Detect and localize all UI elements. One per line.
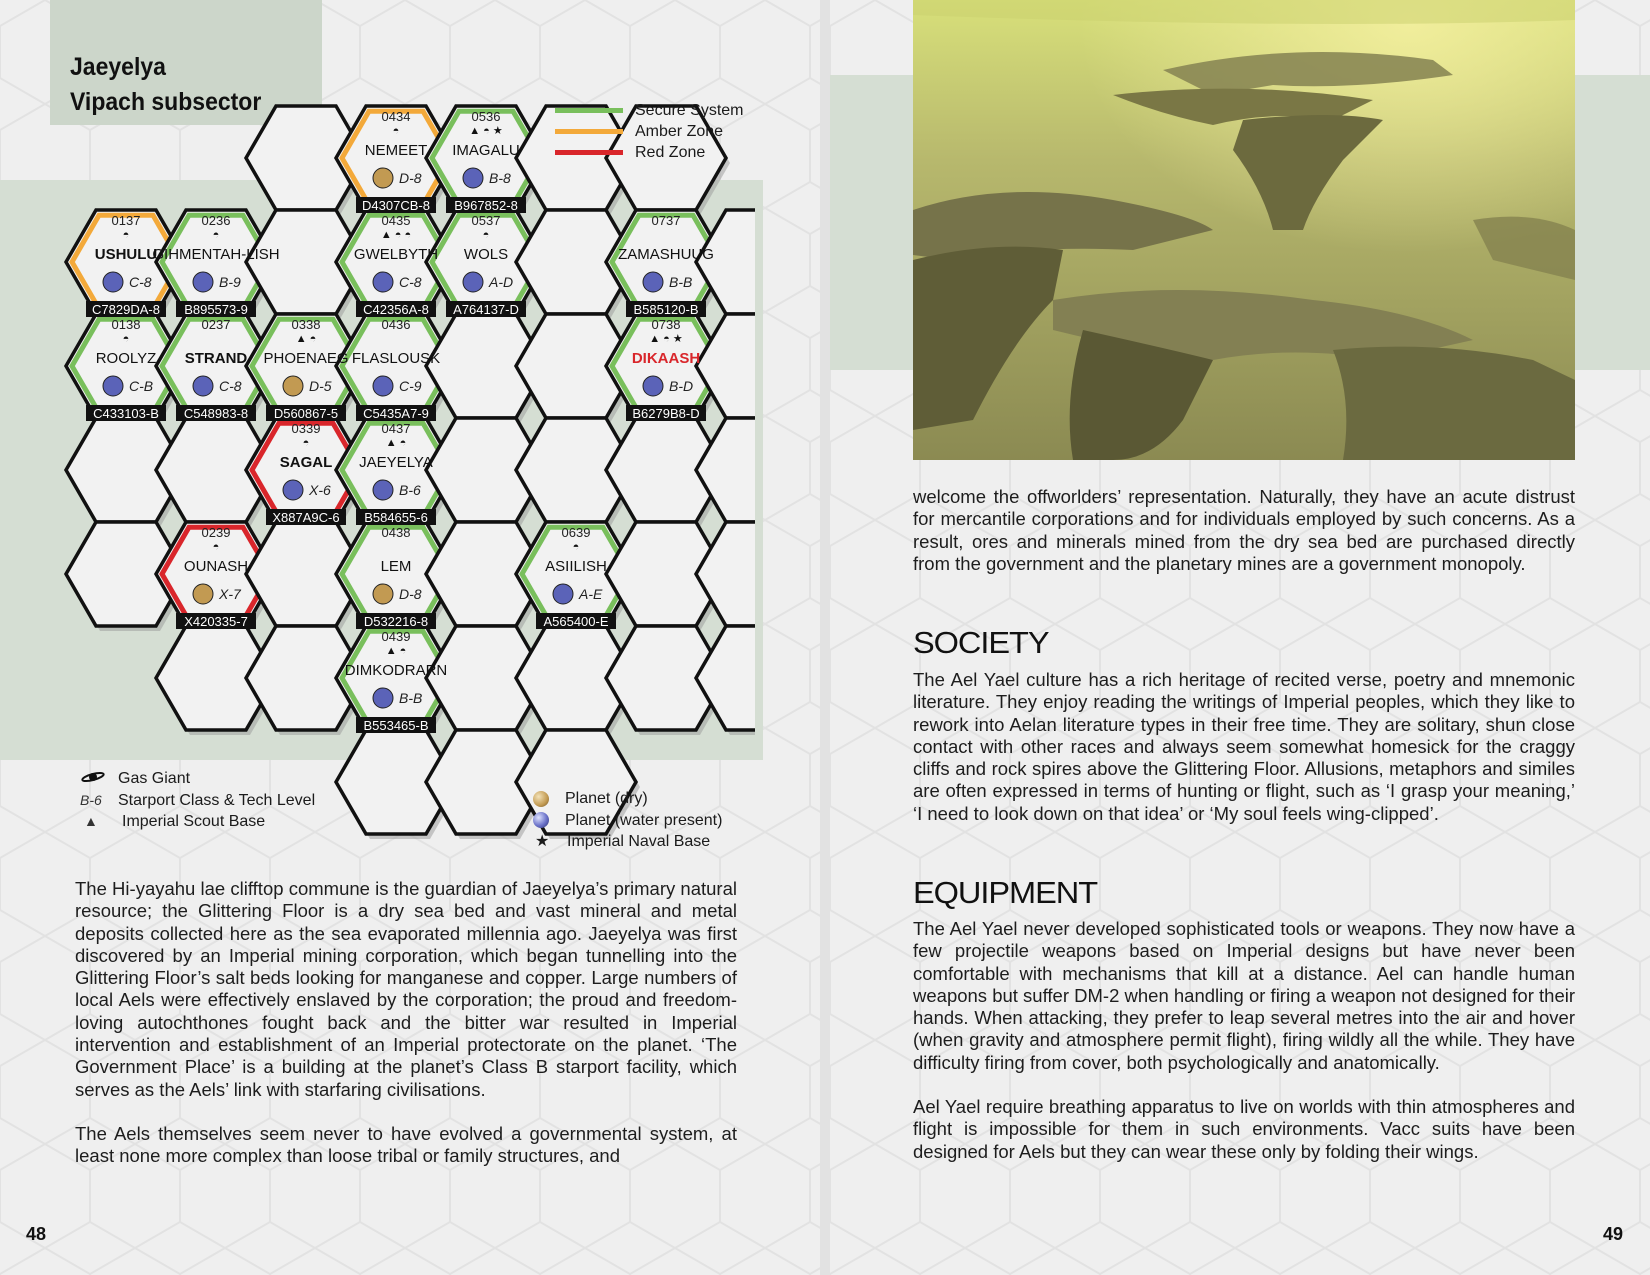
- uwp-code: D560867-5: [273, 406, 339, 421]
- legend-starport: B-6 Starport Class & Tech Level: [80, 790, 315, 812]
- planet-dry-icon: [533, 791, 549, 807]
- base-icons: ◓: [122, 229, 130, 241]
- base-icons: ▲ ◓: [295, 333, 317, 345]
- planet-water-icon: [103, 376, 123, 396]
- hex-number: 0439: [381, 629, 411, 644]
- page-number-right: 49: [1603, 1224, 1624, 1244]
- system-name: LEM: [380, 558, 412, 575]
- uwp-code: B6279B8-D: [632, 406, 700, 421]
- base-icons: ▲ ◓ ★: [649, 333, 683, 345]
- uwp-code: C7829DA-8: [92, 302, 160, 317]
- naval-base-icon: ★: [535, 833, 550, 850]
- intro-paragraph: welcome the offworlders’ representation. Naturally, they have an acute distrust for mercantile corporations and for individuals employed by such concerns. As a result, ores and minerals mined from the dry sea bed are purchased directly from the government and the planetary mines are a government monopoly.: [913, 486, 1575, 574]
- planet-water-icon: [283, 480, 303, 500]
- planet-water-icon: [643, 272, 663, 292]
- legend-naval-base: ★ Imperial Naval Base: [533, 831, 722, 853]
- planet-water-icon: [103, 272, 123, 292]
- planet-water-icon: [373, 688, 393, 708]
- system-name: GIHMENTAH-LISH: [152, 246, 280, 263]
- planet-dry-icon: [373, 168, 393, 188]
- starport-code-sample: B-6: [80, 791, 102, 808]
- hex-number: 0537: [471, 213, 501, 228]
- paragraph: Ael Yael require breathing apparatus to live on worlds with thin atmospheres and flight is impossible for them in such environments. Vacc suits have been designed for Aels but they can wear these only by folding their wings.: [913, 1096, 1575, 1162]
- hex-number: 0434: [381, 109, 411, 124]
- system-name: JAEYELYA: [359, 454, 433, 471]
- system-name: DIMKODRARN: [344, 662, 448, 679]
- base-icons: ▲ ◓: [385, 437, 407, 449]
- paragraph: The Aels themselves seem never to have evolved a governmental system, at least none more complex than loose tribal or family structures, and: [75, 1122, 737, 1167]
- hex-number: 0436: [381, 317, 411, 332]
- starport-code: B-D: [669, 378, 694, 394]
- system-name: ZAMASHUUG: [618, 246, 714, 263]
- uwp-code: C548983-8: [183, 406, 249, 421]
- system-name: DIKAASH: [631, 350, 701, 367]
- planet-water-icon: [533, 812, 549, 828]
- system-name: IMAGALU: [452, 142, 520, 159]
- starport-code: C-B: [129, 378, 154, 394]
- legend-planet-dry: Planet (dry): [533, 788, 722, 810]
- paragraph: The Hi-yayahu lae clifftop commune is the guardian of Jaeyelya’s primary natural resource; the Glittering Floor is a dry sea bed and vast mineral and metal deposits collected here as the sea evaporated millennia ago. Jaeyelya was first discovered by an Imperial mining corporation, which began tunnelling into the Glittering Floor’s salt beds looking for manganese and copper. Large numbers of local Aels were effectively enslaved by the corporation; the proud and freedom-loving autochthones fought back and the bitter war resulted in Imperial intervention and establishment of an Imperial protectorate on the planet. ‘The Government Place’ is a building at the planet’s Class B starport facility, which serves as the Aels’ link with starfaring civilisations.: [75, 878, 737, 1100]
- base-icons: ▲ ◓: [385, 645, 407, 657]
- base-icons: ◓: [482, 229, 490, 241]
- starport-code: C-8: [219, 378, 242, 394]
- title-line-1: Jaeyelya: [70, 53, 166, 81]
- planet-water-icon: [373, 480, 393, 500]
- legend-planet-water: Planet (water present): [533, 810, 722, 832]
- left-body-text: [75, 878, 737, 1190]
- legend-scout-base: ▲ Imperial Scout Base: [80, 811, 315, 833]
- starport-code: D-8: [399, 586, 422, 602]
- planet-dry-icon: [193, 584, 213, 604]
- starport-code: B-B: [669, 274, 693, 290]
- starport-code: C-8: [399, 274, 422, 290]
- starport-code: A-D: [489, 274, 514, 290]
- system-name: NEMEET: [364, 142, 428, 159]
- planet-water-icon: [463, 272, 483, 292]
- starport-code: A-E: [579, 586, 603, 602]
- scout-base-icon: ▲: [84, 813, 98, 829]
- hex-number: 0639: [561, 525, 591, 540]
- hex-number: 0738: [651, 317, 681, 332]
- uwp-code: B585120-B: [633, 302, 699, 317]
- system-name: PHOENAEG: [263, 350, 349, 367]
- symbol-legend-left: [80, 768, 315, 833]
- paragraph: The Ael Yael never developed sophisticated tools or weapons. They now have a few projectile weapons based on Imperial designs but have never been comfortable with mechanisms that kill at a distance. Ael can handle human weapons but suffer DM-2 when handling or firing a weapon not designed for their hands. When attacking, they prefer to leap several metres into the air and hover (when gravity and atmosphere permit flight), firing wildly all the while. They have difficulty firing from cover, both psychologically and anatomically.: [913, 918, 1575, 1073]
- uwp-code: B895573-9: [184, 302, 248, 317]
- planet-water-icon: [373, 376, 393, 396]
- starport-code: B-6: [399, 482, 421, 498]
- planet-water-icon: [373, 272, 393, 292]
- planet-dry-icon: [283, 376, 303, 396]
- planet-dry-icon: [373, 584, 393, 604]
- system-name: SAGAL: [279, 454, 333, 471]
- base-icons: ◓: [392, 125, 400, 137]
- title-line-2: Vipach subsector: [70, 88, 262, 116]
- hex-number: 0236: [201, 213, 231, 228]
- starport-code: D-5: [309, 378, 332, 394]
- hex-number: 0438: [381, 525, 411, 540]
- base-icons: ◓: [212, 229, 220, 241]
- starport-code: D-8: [399, 170, 422, 186]
- hex-number: 0536: [471, 109, 501, 124]
- system-name: GWELBYTH: [353, 246, 439, 263]
- landscape-illustration: [913, 0, 1575, 460]
- base-icons: ◓: [302, 437, 310, 449]
- base-icons: ◓: [122, 333, 130, 345]
- legend-gas-giant: Gas Giant: [80, 768, 315, 790]
- starport-code: X-7: [219, 586, 241, 602]
- base-icons: ◓: [212, 541, 220, 553]
- planet-water-icon: [553, 584, 573, 604]
- hex-number: 0338: [291, 317, 321, 332]
- uwp-code: D532216-8: [363, 614, 429, 629]
- system-name: OUNASH: [183, 558, 249, 575]
- page-number-left: 48: [26, 1224, 47, 1244]
- starport-code: B-B: [399, 690, 423, 706]
- uwp-code: B584655-6: [364, 510, 428, 525]
- starport-code: X-6: [309, 482, 331, 498]
- zone-legend-secure: Secure System: [555, 100, 743, 121]
- uwp-code: B967852-8: [454, 198, 518, 213]
- uwp-code: A565400-E: [543, 614, 609, 629]
- planet-water-icon: [643, 376, 663, 396]
- society-paragraph: The Ael Yael culture has a rich heritage of recited verse, poetry and mnemonic literature. They enjoy reading the writings of Imperial peoples, which they like to rework into Aelan literature types in their free time. They are solitary, shun close contact with other races and always seem somewhat homesick for the craggy cliffs and rock spires above the Glittering Floor. Allusions, metaphors and similes are often expressed in terms of hunting or flight, such as ‘I grasp your meaning,’ ‘I need to look down on that idea’ or ‘My soul feels wing-clipped’.: [913, 669, 1575, 824]
- system-name: ASIILISH: [545, 558, 607, 575]
- system-name: WOLS: [463, 246, 509, 263]
- base-icons: ▲ ◓ ◓: [380, 229, 412, 241]
- planet-water-icon: [193, 376, 213, 396]
- equipment-text: [913, 918, 1575, 1185]
- uwp-code: C5435A7-9: [363, 406, 429, 421]
- hex-number: 0339: [291, 421, 321, 436]
- system-name: FLASLOUSK: [351, 350, 441, 367]
- hex-number: 0737: [651, 213, 681, 228]
- base-icons: ◓: [572, 541, 580, 553]
- subsector-map: [55, 80, 755, 860]
- system-name: STRAND: [184, 350, 248, 367]
- base-icons: ▲ ◓ ★: [469, 125, 503, 137]
- starport-code: B-8: [489, 170, 511, 186]
- system-name: ROOLYZ: [95, 350, 157, 367]
- hex-number: 0437: [381, 421, 411, 436]
- uwp-code: B553465-B: [363, 718, 429, 733]
- zone-legend-red: Red Zone: [555, 142, 743, 163]
- hex-number: 0137: [111, 213, 141, 228]
- zone-legend-amber: Amber Zone: [555, 121, 743, 142]
- equipment-heading: EQUIPMENT: [913, 875, 1098, 910]
- uwp-code: D4307CB-8: [362, 198, 430, 213]
- starport-code: C-8: [129, 274, 152, 290]
- planet-water-icon: [463, 168, 483, 188]
- hex-number: 0435: [381, 213, 411, 228]
- uwp-code: C433103-B: [93, 406, 159, 421]
- hex-number: 0239: [201, 525, 231, 540]
- starport-code: C-9: [399, 378, 422, 394]
- hex-number: 0138: [111, 317, 141, 332]
- hex-number: 0237: [201, 317, 231, 332]
- gas-giant-icon: [80, 771, 106, 783]
- uwp-code: X887A9C-6: [272, 510, 340, 525]
- page-gutter: [820, 0, 830, 1275]
- society-heading: SOCIETY: [913, 625, 1049, 660]
- uwp-code: C42356A-8: [363, 302, 429, 317]
- uwp-code: A764137-D: [453, 302, 519, 317]
- starport-code: B-9: [219, 274, 241, 290]
- system-name: USHULU: [94, 246, 158, 263]
- uwp-code: X420335-7: [184, 614, 248, 629]
- symbol-legend-right: [533, 788, 722, 853]
- planet-water-icon: [193, 272, 213, 292]
- zone-legend: [555, 100, 743, 163]
